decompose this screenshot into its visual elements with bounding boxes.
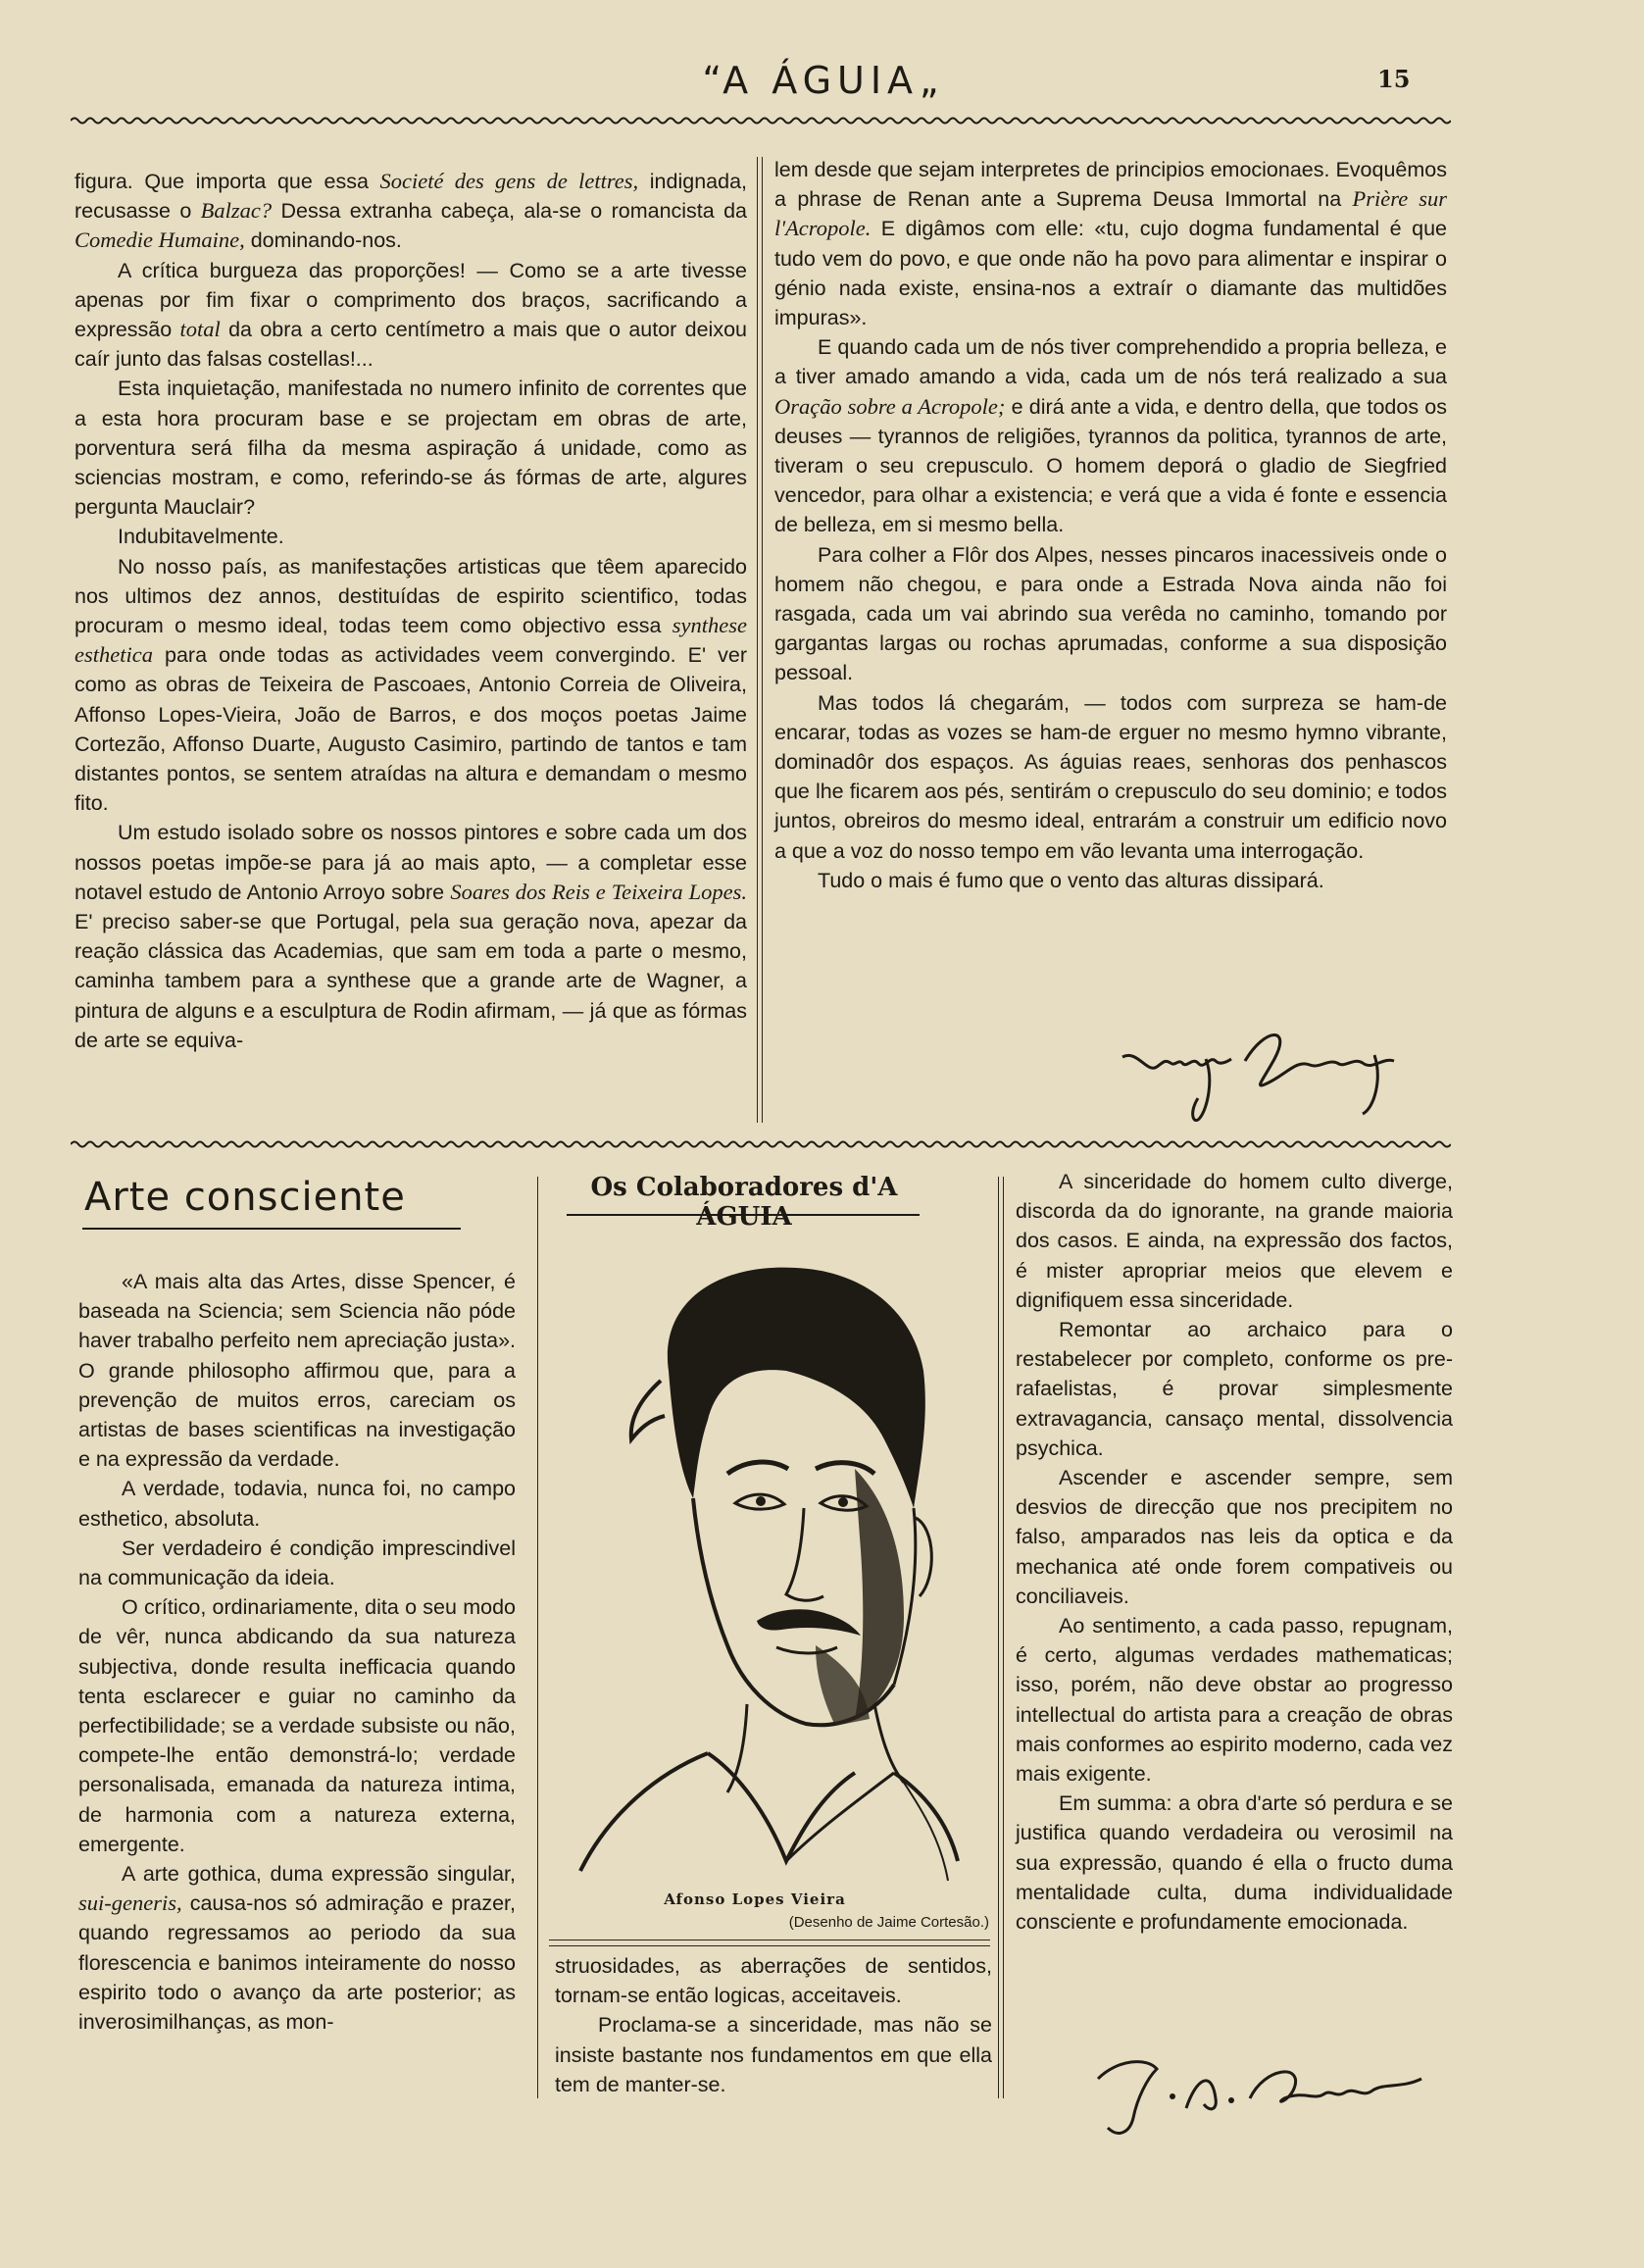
text-run: indignada, recusasse o [75,170,747,224]
portrait-heading-underline [567,1214,920,1216]
text-run: dominando-nos. [244,228,402,253]
upper-column-divider [757,157,763,1123]
text-run: Em summa: a obra d'arte só perdura e se justifica quando verdadeira ou verosimil na sua expressão, quando é ella o fructo duma mentalidade culta, duma individualidade consciente e profundamente emocionada. [1016,1791,1453,1935]
italic-text: Balzac? [200,198,273,224]
lower-divider-right [998,1177,1004,2098]
text-run: Um estudo isolado sobre os nossos pintores e sobre cada um dos nossos poetas impõe-se para já ao mais apto, — a completar esse notavel estudo de Antonio Arroyo sobre [75,821,747,904]
portrait-drawing [571,1224,963,1890]
text-run: A sinceridade do homem culto diverge, discorda da do ignorante, na grande maioria dos casos. E ainda, na expressão dos factos, é mister apropriar meios que elevem e dignifiquem essa sinceridade. [1016,1170,1453,1312]
portrait-heading: Os Colaboradores d'A ÁGUIA [590,1173,898,1232]
paragraph [78,1267,516,1474]
paragraph [774,155,1447,332]
portrait-caption-credit: (Desenho de Jaime Cortesão.) [788,1914,989,1931]
italic-text: total [179,317,221,342]
italic-text: Comedie Humaine, [75,227,245,253]
paragraph [555,1951,992,2010]
signature-veiga-simoes [1118,1020,1431,1128]
text-run: Dessa extranha cabeça, ala-se o romancista da [272,199,747,224]
paragraph [1016,1611,1453,1789]
paragraph [75,552,747,819]
text-run: causa-nos só admiração e prazer, quando regressamos ao periodo da sua florescencia e banimos inteiramente do nosso espirito todo o avanço da arte posterior; as inverosimilhanças, as mon- [78,1891,516,2035]
lower-divider-left [537,1177,538,2098]
text-run: Ao sentimento, a cada passo, repugnam, é certo, algumas verdades mathematicas; isso, porém, não deve obstar ao progresso intellectual do artista para a creação de obras mais conformes ao espirito moderno, cada vez mais exigente. [1016,1614,1453,1787]
page-number: 15 [1377,65,1411,93]
lower-right-column [1016,1167,1453,1937]
paragraph [774,332,1447,539]
paragraph [1016,1789,1453,1937]
section-title-underline [82,1228,461,1230]
text-run: Tudo o mais é fumo que o vento das alturas dissipará. [818,868,1324,892]
portrait-caption-name: Afonso Lopes Vieira [664,1890,846,1908]
italic-text: synthese esthetica [75,613,747,668]
text-run: E quando cada um de nós tiver comprehendido a propria belleza, e a tiver amado amando a vida, cada um de nós terá realizado a sua [774,335,1447,389]
paragraph [1016,1463,1453,1611]
lower-middle-column [555,1951,992,2099]
text-run: A crítica burgueza das proporções! — Como se a arte tivesse apenas por fim fixar o comprimento dos braços, sacrificando a expressão [75,258,747,342]
text-run: Ascender e ascender sempre, sem desvios de direcção que nos precipitem no falso, amparados nas leis da optica e da mechanica até onde forem compativeis ou conciliaveis. [1016,1466,1453,1608]
text-run: lem desde que sejam interpretes de principios emocionaes. Evoquêmos a phrase de Renan ante a Suprema Deusa Immortal na [774,158,1447,212]
upper-left-column [75,167,747,1055]
text-run: figura. Que importa que essa [75,170,380,193]
text-run: para onde todas as actividades veem convergindo. E' ver como as obras de Teixeira de Pascoaes, Antonio Correia de Oliveira, Affonso Lopes-Vieira, João de Barros, e dos moços poetas Jaime Cortezão, Affonso Duarte, Augusto Casimiro, partindo de tantos e tam distantes pontos, se sentem atraídas na altura e demandam o mesmo fito. [75,643,747,816]
text-run: Para colher a Flôr dos Alpes, nesses pincaros inacessiveis onde o homem não chegou, e para onde a Estrada Nova ainda não foi rasgada, cada um vai abrindo sua verêda no caminho, tomando por gargantas largas ou rochas aprumadas, conforme a sua disposição pessoal. [774,542,1447,685]
paragraph [75,522,747,551]
text-run: da obra a certo centímetro a mais que o autor deixou caír junto das falsas costellas!... [75,318,747,372]
paragraph [774,540,1447,688]
text-run: A arte gothica, duma expressão singular, [122,1862,516,1887]
text-run: Esta inquietação, manifestada no numero infinito de correntes que a esta hora procuram base e se projectam em obras de arte, porventura será filha da mesma aspiração á unidade, como as sciencias mostram, e como, referindo-se ás fórmas de arte, algures pergunta Mauclair? [75,377,747,520]
paragraph [78,1859,516,2037]
paragraph [75,818,747,1055]
lower-left-column [78,1267,516,2037]
signature-j-a-ribeiro [1078,2040,1451,2147]
masthead-title: “A ÁGUIA„ [702,59,945,102]
text-run: struosidades, as aberrações de sentidos, tornam-se então logicas, acceitaveis. [555,1954,992,2008]
paragraph [75,256,747,375]
text-run: Remontar ao archaico para o restabelecer por completo, conforme os pre-rafaelistas, é provar simplesmente extravagancia, cansaço mental, dissolvencia psychica. [1016,1318,1453,1460]
italic-text: sui-generis, [78,1890,182,1916]
text-run: Ser verdadeiro é condição imprescindivel na communicação da ideia. [78,1536,516,1590]
caption-rule-bottom [549,1945,990,1946]
italic-text: Soares dos Reis e Teixeira Lopes. [450,879,747,904]
section-title: Arte consciente [84,1175,406,1220]
paragraph [78,1592,516,1859]
text-run: A verdade, todavia, nunca foi, no campo esthetico, absoluta. [78,1477,516,1531]
paragraph [78,1534,516,1592]
header-wavy-rule [71,114,1451,127]
section-wavy-rule [71,1137,1451,1151]
paragraph [75,167,747,256]
text-run: Mas todos lá chegarám, — todos com surpreza se ham-de encarar, todas as vozes se ham-de erguer no mesmo hymno vibrante, dominadôr dos espaços. As águias reaes, senhoras dos penhascos que lhe ficarem aos pés, sentirám o crepusculo do seu dominio; e todos juntos, obreiros do mesmo ideal, entrarám a construir um edificio novo a que a voz do nosso tempo em vão levanta uma interrogação. [774,690,1447,863]
text-run: Proclama-se a sinceridade, mas não se insiste bastante nos fundamentos em que ella tem de manter-se. [555,2013,992,2096]
text-run: e dirá ante a vida, e dentro della, que todos os deuses — tyrannos de religiões, tyrannos da politica, tyrannos de arte, tiveram o seu crepusculo. O homem deporá o gladio de Siegfried vencedor, para olhar a existencia; e verá que a vida é fonte e essencia de belleza, em si mesmo bella. [774,394,1447,537]
text-run: «A mais alta das Artes, disse Spencer, é baseada na Sciencia; sem Sciencia não póde haver trabalho perfeito nem apreciação justa». O grande philosopho affirmou que, para a prevenção de muitos erros, careciam os artistas de bases scientificas na investigação e na expressão da verdade. [78,1270,516,1472]
paragraph [555,2010,992,2099]
italic-text: Prière sur l'Acropole. [774,186,1447,241]
text-run: O crítico, ordinariamente, dita o seu modo de vêr, nunca abdicando da sua natureza subjectiva, donde resulta inefficacia quando tenta esclarecer e guiar no caminho da perfectibilidade; se a verdade subsiste ou não, compete-lhe então demonstrá-lo; verdade personalisada, emanada da natureza intima, de harmonia com a natureza externa, emergente. [78,1595,516,1856]
paragraph [774,866,1447,895]
italic-text: Societé des gens de lettres, [379,169,639,193]
text-run: E' preciso saber-se que Portugal, pela sua geração nova, apezar da reação clássica das Academias, que sam em toda a parte o mesmo, caminha tambem para a synthese que a grande arte de Wagner, a pintura de alguns e a esculptura de Rodin afirmam, — já que as fórmas de arte se equiva- [75,910,747,1052]
paragraph [1016,1167,1453,1315]
text-run: No nosso país, as manifestações artisticas que têem aparecido nos ultimos dez annos, destituídas de espirito scientifico, todas procuram o mesmo ideal, todas teem como objectivo essa [75,554,747,638]
upper-right-column [774,155,1447,895]
paragraph [78,1474,516,1533]
text-run: E digâmos com elle: «tu, cujo dogma fundamental é que tudo vem do povo, e que onde não ha povo para alimentar e inspirar o génio nada existe, ensina-nos a extraír o diamante das multidões impuras». [774,217,1447,330]
paragraph [75,374,747,522]
italic-text: Oração sobre a Acropole; [774,393,1006,419]
paragraph [1016,1315,1453,1463]
text-run: Indubitavelmente. [118,525,284,549]
paragraph [774,688,1447,866]
